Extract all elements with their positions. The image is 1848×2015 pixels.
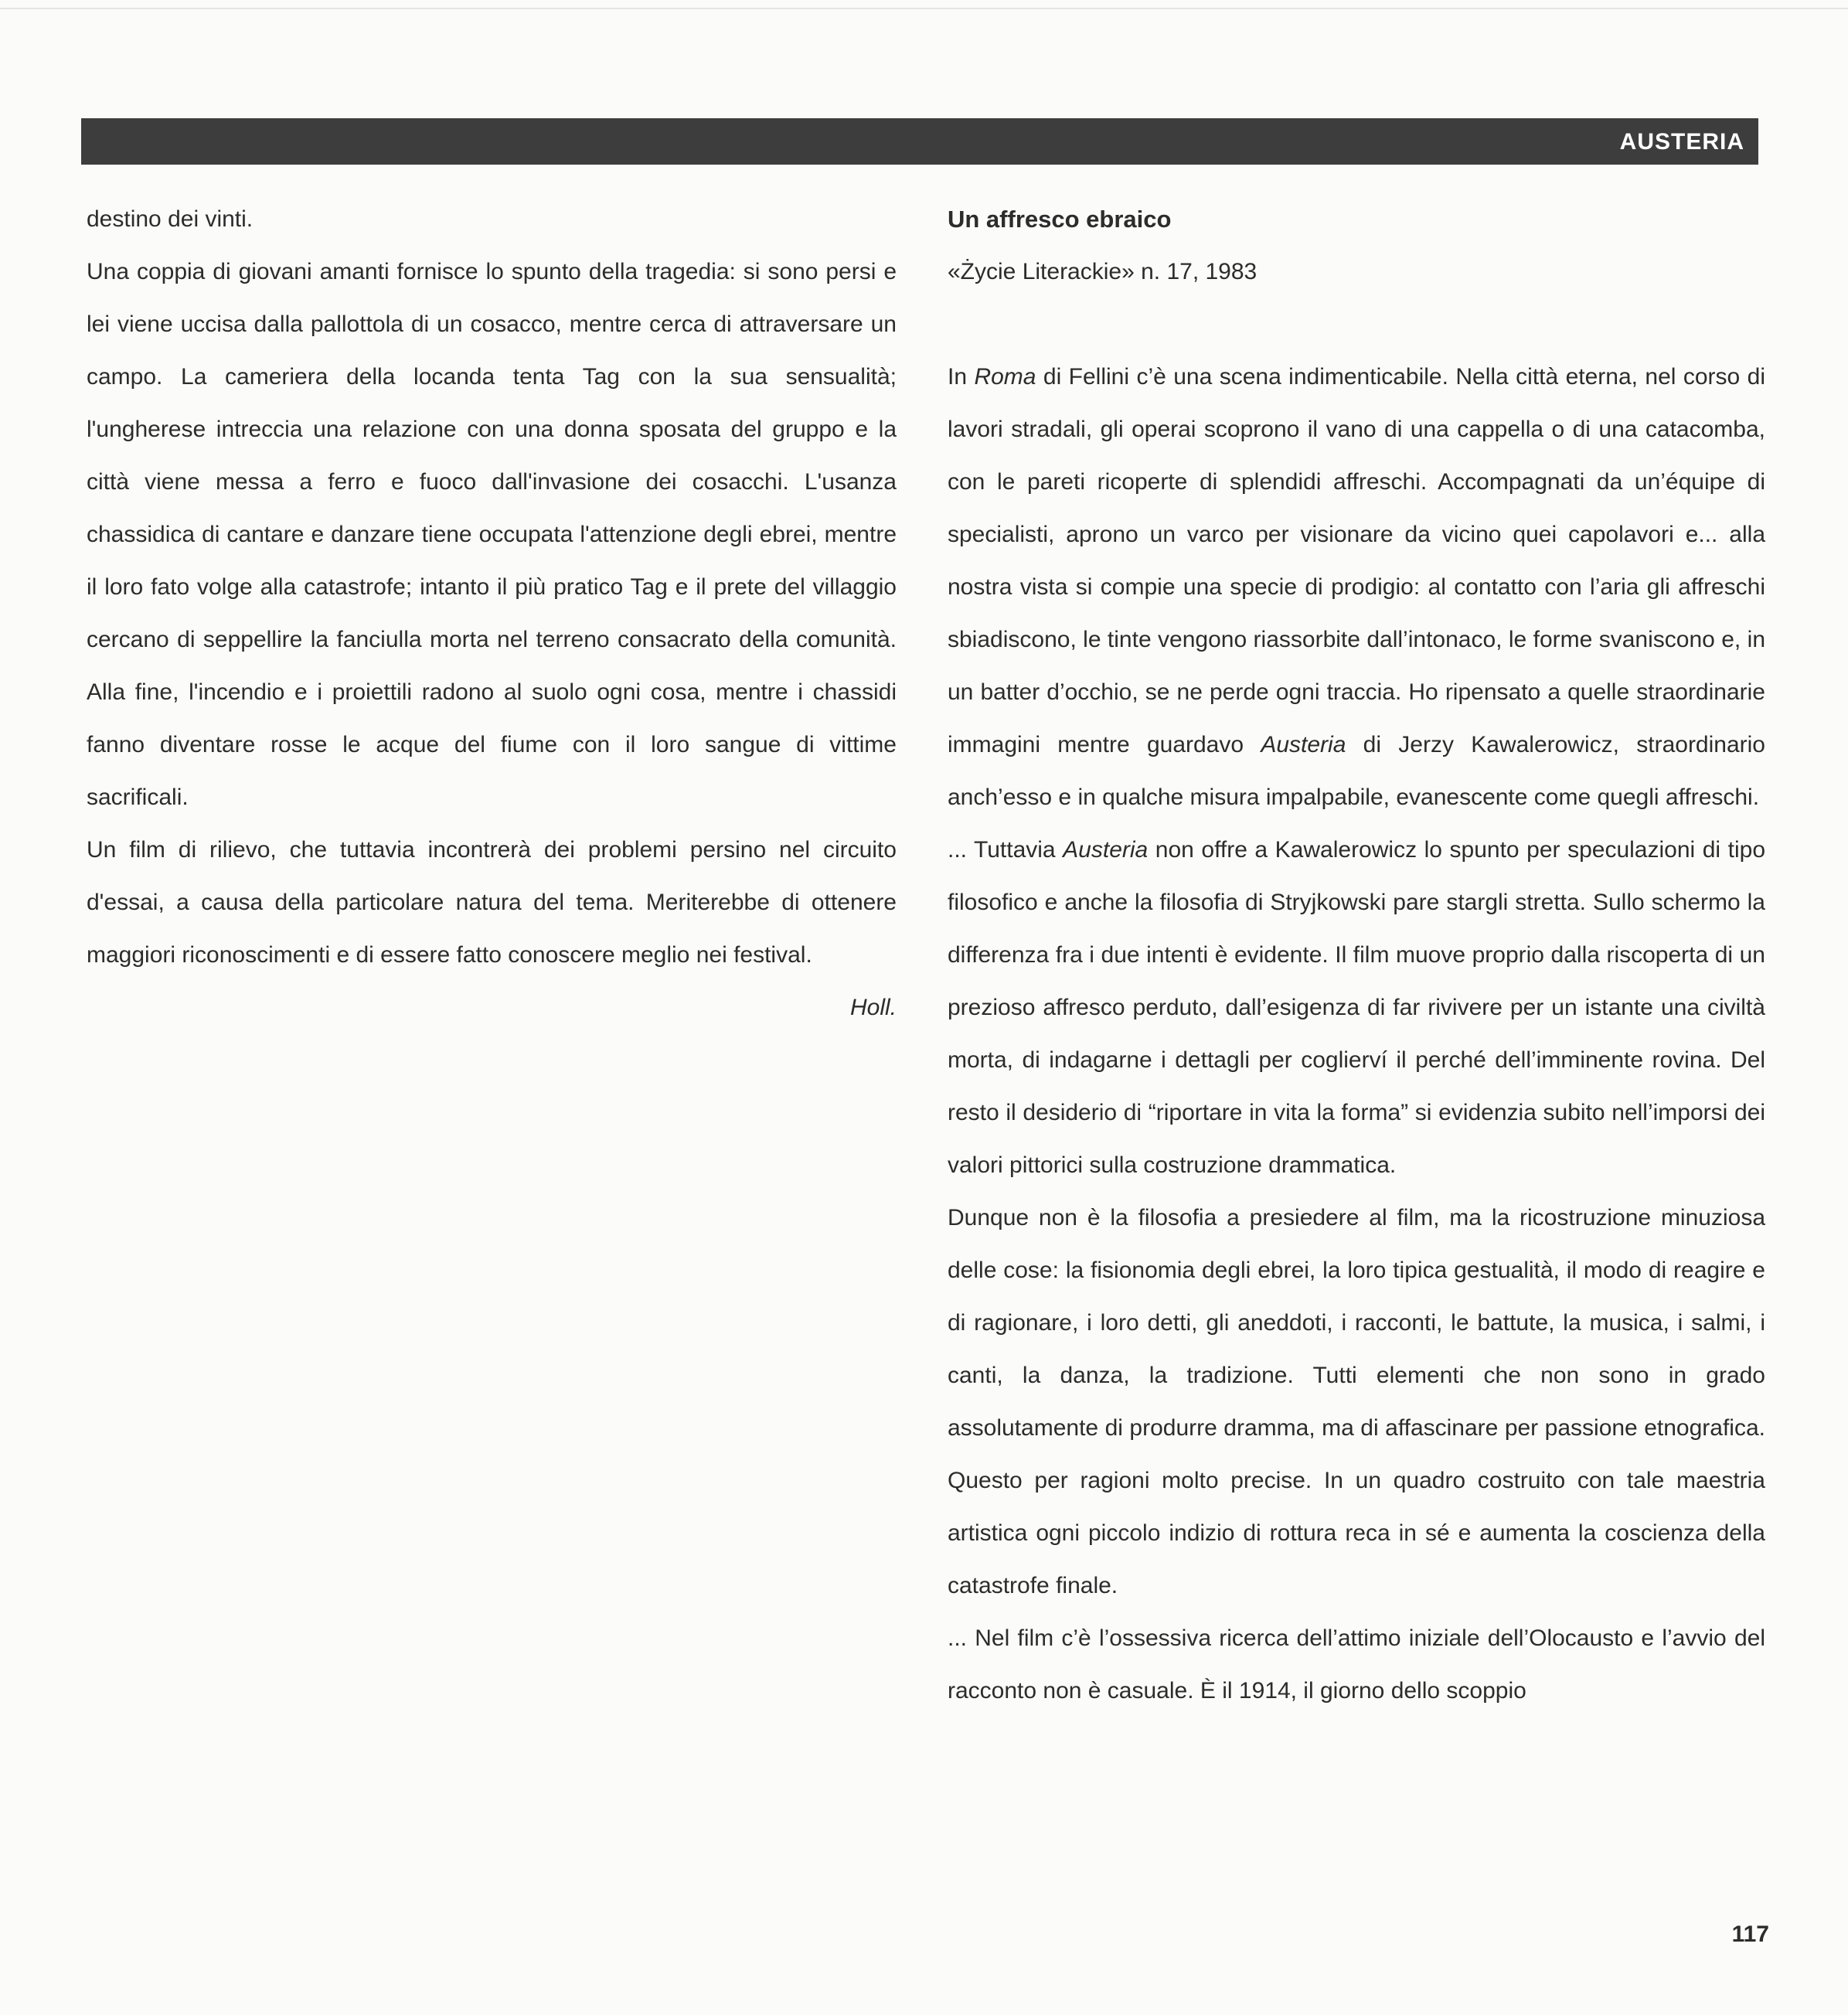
- page-number: 117: [1731, 1921, 1769, 1947]
- running-header-title: AUSTERIA: [1619, 129, 1744, 155]
- section-title: Un affresco ebraico: [948, 206, 1172, 233]
- author-signature: Holl.: [849, 995, 897, 1020]
- left-column: [87, 193, 897, 1034]
- left-paragraph-3: Un film di rilievo, che tuttavia incontrerà dei problemi persino nel circuito d'essai, a causa della particolare natura del tema. Meriterebbe di ottenere maggiori riconoscimenti e di essere fatto conoscere meglio nei festival.: [87, 837, 897, 968]
- left-paragraph-1: destino dei vinti.: [87, 206, 254, 232]
- right-paragraph-4: ... Nel film c’è l’ossessiva ricerca dell’attimo iniziale dell’Olocausto e l’avvio del racconto non è casuale. È il 1914, il giorno dello scoppio: [948, 1625, 1765, 1704]
- right-paragraph-1: In Roma di Fellini c’è una scena indimenticabile. Nella città eterna, nel corso di lavori stradali, gli operai scoprono il vano di una cappella o di una catacomba, con le pareti ricoperte di splendidi affreschi. Accompagnati da un’équipe di specialisti, aprono un varco per visionare da vicino quei capolavori e... alla nostra vista si compie una specie di prodigio: al contatto con l’aria gli affreschi sbiadiscono, le tinte vengono riassorbite dall’intonaco, le forme svaniscono e, in un batter d’occhio, se ne perde ogni traccia. Ho ripensato a quelle straordinarie immagini mentre guardavo Austeria di Jerzy Kawalerowicz, straordinario anch’esso e in qualche misura impalpabile, evanescente come quegli affreschi.: [948, 364, 1766, 810]
- running-header-bar: [81, 118, 1758, 165]
- spacer: [948, 298, 1765, 351]
- left-paragraph-2: Una coppia di giovani amanti fornisce lo spunto della tragedia: si sono persi e lei viene uccisa dalla pallottola di un cosacco, mentre cerca di attraversare un campo. La cameriera della locanda tenta Tag con la sua sensualità; l'ungherese intreccia una relazione con una donna sposata del gruppo e la città viene messa a ferro e fuoco dall'invasione dei cosacchi. L'usanza chassidica di cantare e danzare tiene occupata l'attenzione degli ebrei, mentre il loro fato volge alla catastrofe; intanto il più pratico Tag e il prete del villaggio cercano di seppellire la fanciulla morta nel terreno consacrato della comunità. Alla fine, l'incendio e i proiettili radono al suolo ogni cosa, mentre i chassidi fanno diventare rosse le acque del fiume con il loro sangue di vittime sacrificali.: [87, 259, 897, 810]
- right-paragraph-2: ... Tuttavia Austeria non offre a Kawalerowicz lo spunto per speculazioni di tipo filosofico e anche la filosofia di Stryjkowski pare stargli stretta. Sullo schermo la differenza fra i due intenti è evidente. Il film muove proprio dalla riscoperta di un prezioso affresco perduto, dall’esigenza di far rivivere per un istante una civiltà morta, di indagarne i dettagli per coglierví il perché dell’imminente rovina. Del resto il desiderio di “riportare in vita la forma” si evidenzia subito nell’imporsi dei valori pittorici sulla costruzione drammatica.: [948, 837, 1765, 1178]
- right-paragraph-3: Dunque non è la filosofia a presiedere al film, ma la ricostruzione minuziosa delle cose: la fisionomia degli ebrei, la loro tipica gestualità, il modo di reagire e di ragionare, i loro detti, gli aneddoti, i racconti, le battute, la musica, i salmi, i canti, la danza, la tradizione. Tutti elementi che non sono in grado assolutamente di produrre dramma, ma di affascinare per passione etnografica. Questo per ragioni molto precise. In un quadro costruito con tale maestria artistica ogni piccolo indizio di rottura reca in sé e aumenta la coscienza della catastrofe finale.: [948, 1205, 1765, 1598]
- page-top-edge: [0, 8, 1848, 9]
- source-citation: «Życie Literackie» n. 17, 1983: [948, 259, 1258, 284]
- right-column: [948, 193, 1765, 1717]
